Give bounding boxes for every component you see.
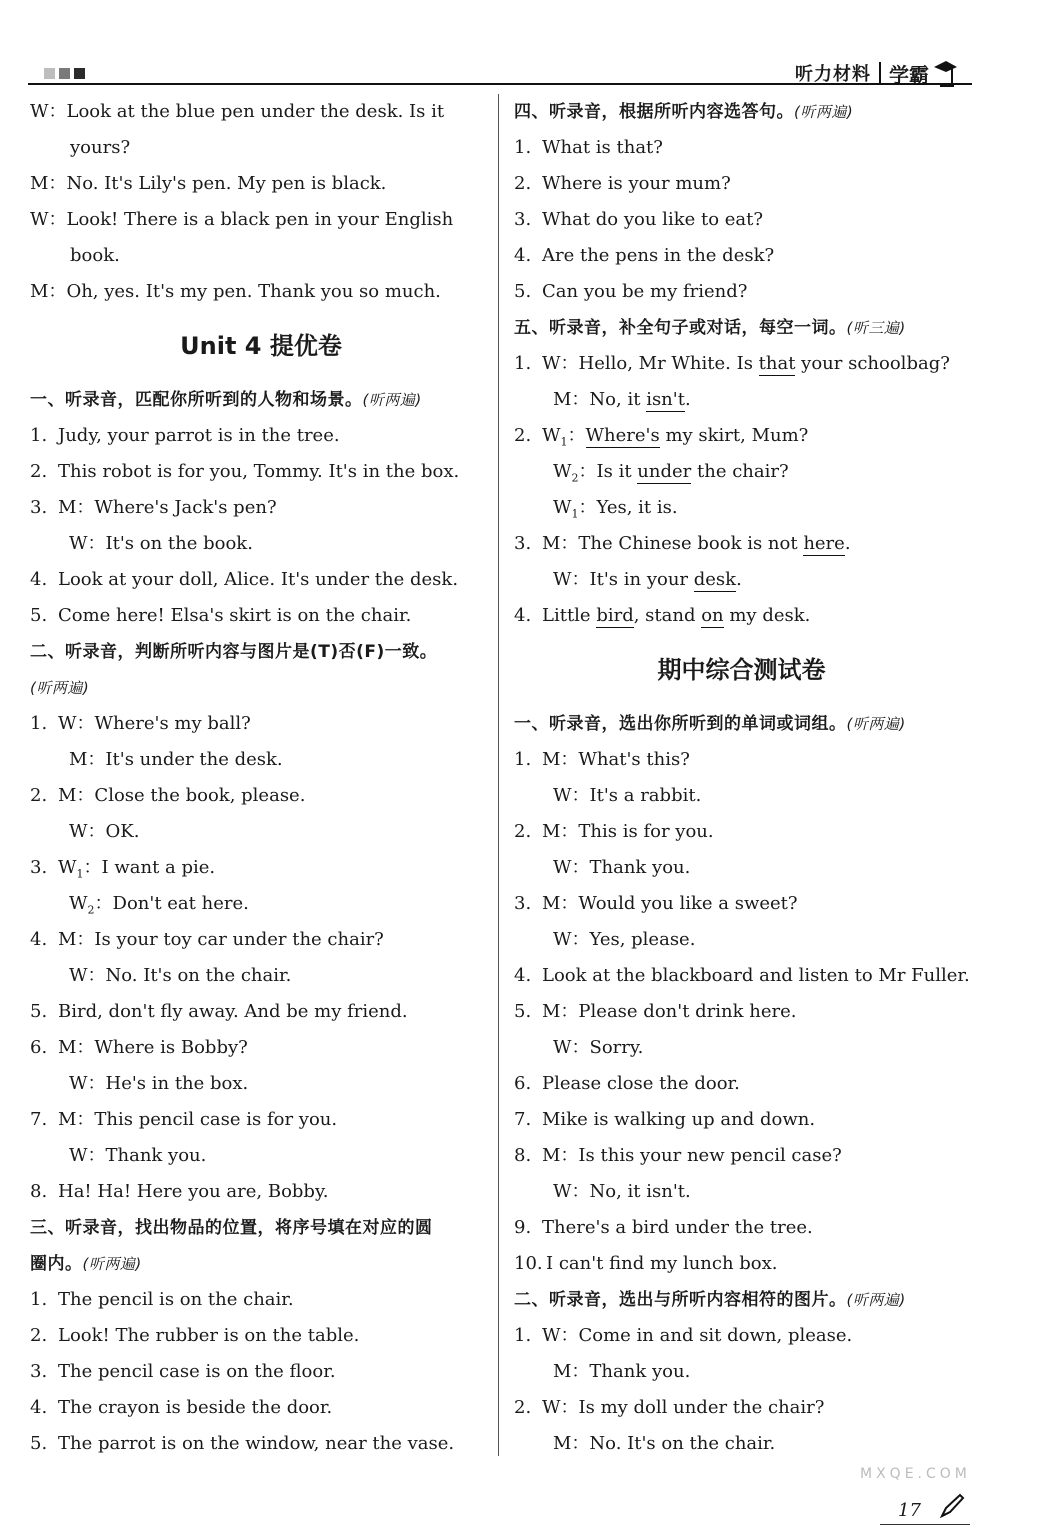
list-item: 1. W：Hello, Mr White. Is that your schoolbag?	[514, 353, 950, 374]
right-column	[514, 94, 969, 1462]
header-square-3	[74, 68, 85, 79]
list-item: W：No, it isn't.	[553, 1181, 691, 1202]
filled-answer: Where's	[585, 425, 660, 446]
list-item: 5. Can you be my friend?	[514, 281, 748, 302]
dialogue-line: W：Look! There is a black pen in your English	[30, 209, 454, 230]
watermark: MXQE.COM	[860, 1466, 971, 1482]
list-item: 1. M：What's this?	[514, 749, 690, 770]
list-item: 1. What is that?	[514, 137, 663, 158]
list-item: 2. Where is your mum?	[514, 173, 731, 194]
list-item: W：Thank you.	[69, 1145, 207, 1166]
page-number: 17	[898, 1500, 921, 1521]
list-item: W：Thank you.	[553, 857, 691, 878]
list-item: 3. M：Would you like a sweet?	[514, 893, 798, 914]
list-item: 3. The pencil case is on the floor.	[30, 1361, 336, 1382]
header-label: 听力材料	[795, 64, 871, 85]
list-item: $W_2$：Is it under the chair?	[553, 461, 789, 485]
list-item: 6. M：Where is Bobby?	[30, 1037, 248, 1058]
filled-answer: under	[637, 461, 692, 482]
list-item: 8. M：Is this your new pencil case?	[514, 1145, 842, 1166]
list-item: M：No, it isn't.	[553, 389, 691, 410]
left-column	[30, 94, 492, 1462]
list-item: W：It's a rabbit.	[553, 785, 702, 806]
list-item: 7. M：This pencil case is for you.	[30, 1109, 338, 1130]
list-item: M：No. It's on the chair.	[553, 1433, 776, 1454]
filled-answer: desk	[693, 569, 737, 590]
list-item: 1. Judy, your parrot is in the tree.	[30, 425, 340, 446]
list-item: 2. Look! The rubber is on the table.	[30, 1325, 360, 1346]
dialogue-line: yours?	[70, 137, 131, 158]
dialogue-line: M：Oh, yes. It's my pen. Thank you so much.	[30, 281, 441, 302]
filled-answer: here	[803, 533, 845, 554]
list-item: 9. There's a bird under the tree.	[514, 1217, 813, 1238]
list-item: 3. $W_1$：I want a pie.	[30, 857, 216, 881]
list-item: 3. What do you like to eat?	[514, 209, 764, 230]
filled-answer: isn't	[646, 389, 685, 410]
section-note: (听两遍)	[30, 679, 90, 697]
list-item: 7. Mike is walking up and down.	[514, 1109, 816, 1130]
list-item: 6. Please close the door.	[514, 1073, 740, 1094]
list-item: W：Sorry.	[553, 1037, 644, 1058]
section-heading: 二、听录音，判断所听内容与图片是(T)否(F)一致。	[30, 642, 438, 662]
section-heading: 五、听录音，补全句子或对话，每空一词。(听三遍)	[514, 318, 906, 338]
page-header	[28, 40, 972, 87]
section-heading: 三、听录音，找出物品的位置，将序号填在对应的圆	[30, 1218, 433, 1238]
list-item: 4. M：Is your toy car under the chair?	[30, 929, 384, 950]
list-item: W：It's in your desk.	[553, 569, 742, 590]
list-item: 2. $W_1$：Where's my skirt, Mum?	[514, 425, 809, 449]
list-item: 2. M：This is for you.	[514, 821, 714, 842]
section-heading: 二、听录音，选出与所听内容相符的图片。(听两遍)	[514, 1290, 906, 1310]
list-item: W：No. It's on the chair.	[69, 965, 292, 986]
pencil-icon	[938, 1492, 966, 1520]
list-item: 5. Come here! Elsa's skirt is on the chair.	[30, 605, 412, 626]
list-item: 3. M：Where's Jack's pen?	[30, 497, 277, 518]
dialogue-line: book.	[70, 245, 120, 266]
list-item: 4. Look at the blackboard and listen to Mr Fuller.	[514, 965, 970, 986]
header-square-1	[44, 68, 55, 79]
section-heading: 四、听录音，根据所听内容选答句。(听两遍)	[514, 102, 854, 122]
list-item: $W_1$：Yes, it is.	[553, 497, 678, 521]
list-item: 2. This robot is for you, Tommy. It's in the box.	[30, 461, 460, 482]
list-item: 5. The parrot is on the window, near the vase.	[30, 1433, 455, 1454]
list-item: 4. Little bird, stand on my desk.	[514, 605, 811, 626]
list-item: 5. Bird, don't fly away. And be my friend.	[30, 1001, 408, 1022]
list-item: 2. W：Is my doll under the chair?	[514, 1397, 825, 1418]
list-item: W：Yes, please.	[553, 929, 696, 950]
list-item: 5. M：Please don't drink here.	[514, 1001, 797, 1022]
list-item: 4. Look at your doll, Alice. It's under the desk.	[30, 569, 459, 590]
list-item: W：It's on the book.	[69, 533, 253, 554]
midterm-title: 期中综合测试卷	[657, 656, 826, 684]
list-item: $W_2$：Don't eat here.	[69, 893, 249, 917]
header-separator	[879, 62, 881, 84]
section-heading: 一、听录音，匹配你所听到的人物和场景。(听两遍)	[30, 390, 422, 410]
list-item: W：OK.	[69, 821, 140, 842]
page-number-rule	[880, 1524, 970, 1525]
header-brand: 学霸	[889, 62, 929, 87]
header-rule	[28, 83, 972, 85]
list-item: 1. The pencil is on the chair.	[30, 1289, 294, 1310]
list-item: M：It's under the desk.	[69, 749, 283, 770]
dialogue-line: M：No. It's Lily's pen. My pen is black.	[30, 173, 387, 194]
filled-answer: on	[701, 605, 724, 626]
filled-answer: that	[758, 353, 796, 374]
list-item: W：He's in the box.	[69, 1073, 249, 1094]
list-item: 8. Ha! Ha! Here you are, Bobby.	[30, 1181, 329, 1202]
list-item: 3. M：The Chinese book is not here.	[514, 533, 851, 554]
header-square-2	[59, 68, 70, 79]
list-item: M：Thank you.	[553, 1361, 691, 1382]
filled-answer: bird	[596, 605, 634, 626]
dialogue-line: W：Look at the blue pen under the desk. Is it	[30, 101, 445, 122]
section-heading: 圈内。(听两遍)	[30, 1254, 142, 1274]
list-item: 4. Are the pens in the desk?	[514, 245, 775, 266]
column-divider	[498, 94, 499, 1456]
list-item: 1. W：Come in and sit down, please.	[514, 1325, 853, 1346]
list-item: 4. The crayon is beside the door.	[30, 1397, 333, 1418]
section-heading: 一、听录音，选出你所听到的单词或词组。(听两遍)	[514, 714, 906, 734]
list-item: 10. I can't find my lunch box.	[514, 1253, 778, 1274]
list-item: 1. W：Where's my ball?	[30, 713, 251, 734]
unit-title: Unit 4 提优卷	[180, 332, 342, 360]
list-item: 2. M：Close the book, please.	[30, 785, 306, 806]
